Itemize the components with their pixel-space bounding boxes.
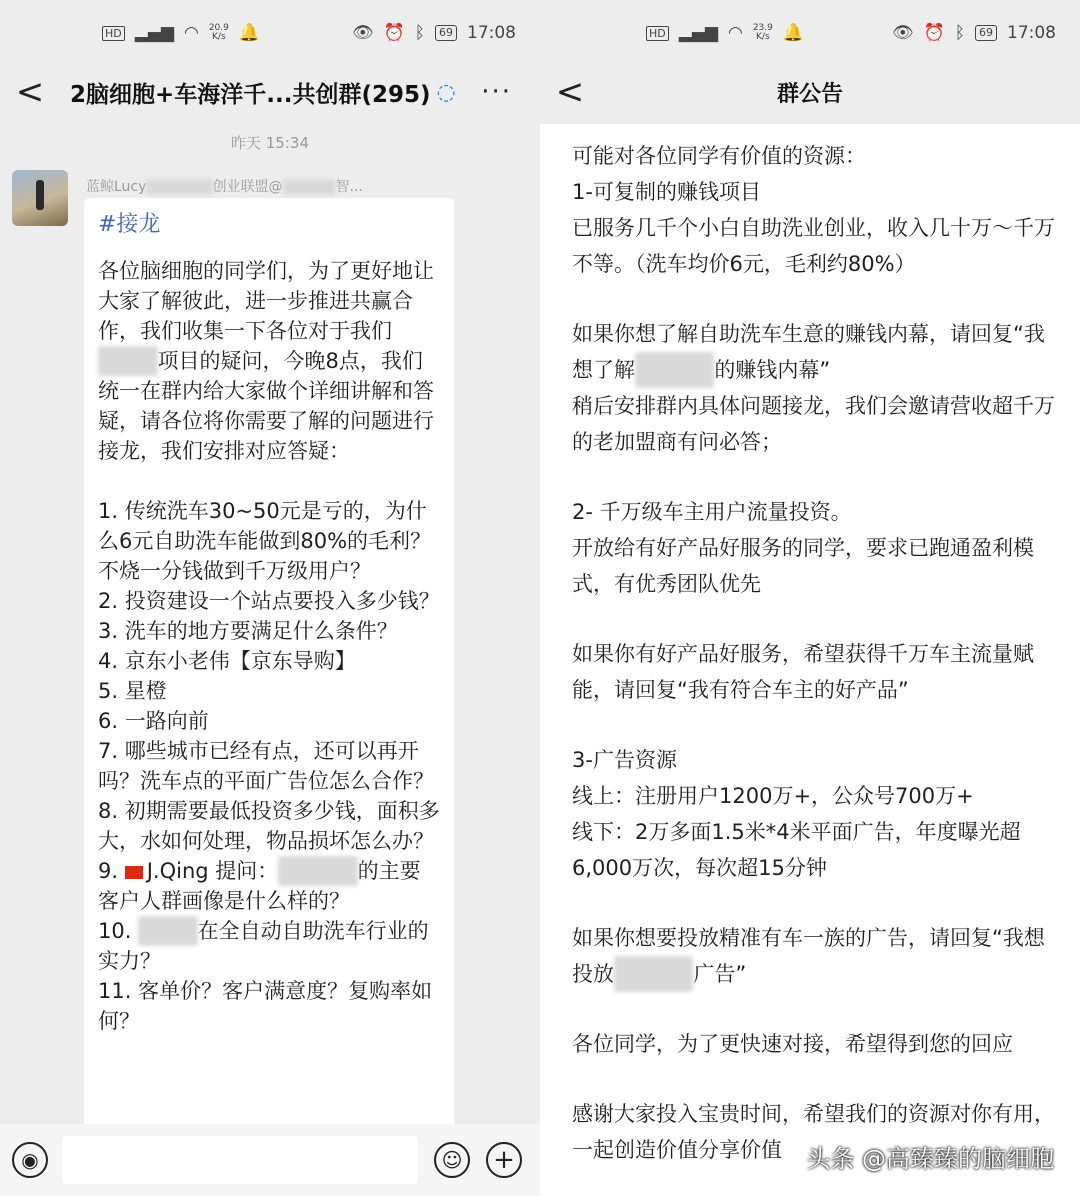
bluetooth-icon: ᛒ xyxy=(414,23,425,43)
group-badge-icon: ◌ xyxy=(436,79,456,105)
status-bar xyxy=(540,0,1080,66)
announcement-line: 1-可复制的赚钱项目 xyxy=(572,180,761,204)
list-item: 1. 传统洗车30~50元是亏的，为什么6元自助洗车能做到80%的毛利？不烧一分钱做到千万级用户？ xyxy=(98,499,432,583)
hashtag[interactable]: #接龙 xyxy=(98,212,161,237)
bell-icon: 🔔 xyxy=(238,23,261,43)
announcement-line: 线下：2万多面1.5米*4米平面广告，年度曝光超6,000万次，每次超15分钟 xyxy=(572,820,1021,880)
hd-icon: HD xyxy=(102,26,125,41)
battery-icon: 69 xyxy=(975,25,997,41)
chat-navbar xyxy=(0,66,540,118)
message-timestamp: 昨天 15:34 xyxy=(231,134,309,152)
announcement-line: 如果你有好产品好服务，希望获得千万车主流量赋能，请回复“我有符合车主的好产品” xyxy=(572,642,1034,702)
list-item: 5. 星橙 xyxy=(98,679,167,703)
intro-paragraph: 各位脑细胞的同学们，为了更好地让大家了解彼此，进一步推进共赢合作，我们收集一下各位对于我们项目的疑问，今晚8点，我们统一在群内给大家做个详细讲解和答疑，请各位将你需要了解的问题进行接龙，我们安排对应答疑： xyxy=(98,259,434,463)
avatar[interactable] xyxy=(12,170,68,226)
bell-icon: 🔔 xyxy=(782,23,805,43)
wifi-icon: ◠ xyxy=(183,23,199,43)
chat-title: 2脑细胞+车海洋千...共创群(295) xyxy=(70,81,431,108)
emoji-icon[interactable]: ☺ xyxy=(434,1142,470,1178)
announcement-line: 稍后安排群内具体问题接龙，我们会邀请营收超千万的老加盟商有问必答； xyxy=(572,394,1055,454)
signal-icon: ▂▄▆ xyxy=(134,23,174,43)
list-item: 7. 哪些城市已经有点，还可以再开吗？洗车点的平面广告位怎么合作？ xyxy=(98,739,434,793)
net-speed: 20.9 K/s xyxy=(208,23,229,42)
list-item: 3. 洗车的地方要满足什么条件？ xyxy=(98,619,398,643)
bluetooth-icon: ᛒ xyxy=(954,23,965,43)
announcement-line: 如果你想要投放精准有车一族的广告，请回复“我想投放 广告” xyxy=(572,920,1060,992)
battery-icon: 69 xyxy=(435,25,457,41)
clock: 17:08 xyxy=(467,23,516,43)
announcement-body xyxy=(540,124,1080,1196)
question-list xyxy=(98,496,440,1036)
list-item: 2. 投资建设一个站点要投入多少钱？ xyxy=(98,589,440,613)
list-item: 9. J.Qing 提问： 的主要客户人群画像是什么样的？ xyxy=(98,856,440,916)
list-item: 6. 一路向前 xyxy=(98,709,209,733)
chat-input-bar xyxy=(0,1124,540,1196)
page-title: 群公告 xyxy=(776,81,843,107)
eye-icon: 👁 xyxy=(892,23,914,43)
net-speed: 23.9 K/s xyxy=(752,23,773,42)
signal-icon: ▂▄▆ xyxy=(678,23,718,43)
plus-icon[interactable]: + xyxy=(486,1142,522,1178)
list-item: 4. 京东小老伟【京东导购】 xyxy=(98,649,356,673)
back-arrow-icon[interactable]: < xyxy=(15,72,45,112)
voice-icon[interactable]: ◉ xyxy=(12,1142,48,1178)
list-item: 10. 在全自动自助洗车行业的实力？ xyxy=(98,916,440,976)
wifi-icon: ◠ xyxy=(727,23,743,43)
announcement-line: 各位同学，为了更快速对接，希望得到您的回应 xyxy=(572,1032,1013,1056)
avatar-figure xyxy=(36,180,44,210)
watermark: 头条 @高臻臻的脑细胞 xyxy=(806,1145,1054,1173)
more-dots-icon[interactable]: ··· xyxy=(481,77,512,107)
list-item: 11. 客单价？客户满意度？复购率如何？ xyxy=(98,979,433,1033)
message-input[interactable] xyxy=(62,1136,418,1184)
announcement-screen xyxy=(540,0,1080,1196)
announcement-line: 开放给有好产品好服务的同学，要求已跑通盈利模式，有优秀团队优先 xyxy=(572,536,1034,596)
announcement-line: 已服务几千个小白自助洗业创业，收入几十万～千万不等。（洗车均价6元，毛利约80%） xyxy=(572,216,1055,276)
status-bar xyxy=(0,0,540,66)
announcement-line: 感谢大家投入宝贵时间，希望我们的资源对你有用，一起创造价值分享价值 xyxy=(572,1102,1055,1162)
message-bubble[interactable] xyxy=(84,198,454,1138)
back-arrow-icon[interactable]: < xyxy=(555,72,585,112)
announcement-navbar xyxy=(540,66,1080,118)
clock: 17:08 xyxy=(1007,23,1056,43)
china-flag-icon xyxy=(125,866,143,879)
announcement-line: 可能对各位同学有价值的资源： xyxy=(572,144,866,168)
sender-name: 蓝鲸Lucy 创业联盟@ 智... xyxy=(86,179,363,195)
alarm-icon: ⏰ xyxy=(383,23,405,43)
announcement-line: 线上：注册用户1200万+，公众号700万+ xyxy=(572,784,974,808)
alarm-icon: ⏰ xyxy=(923,23,945,43)
announcement-line: 如果你想了解自助洗车生意的赚钱内幕，请回复“我想了解 的赚钱内幕” xyxy=(572,316,1060,388)
eye-icon: 👁 xyxy=(352,23,374,43)
announcement-line: 2- 千万级车主用户流量投资。 xyxy=(572,500,852,524)
list-item: 8. 初期需要最低投资多少钱，面积多大，水如何处理，物品损坏怎么办？ xyxy=(98,799,440,853)
announcement-line: 3-广告资源 xyxy=(572,748,677,772)
hd-icon: HD xyxy=(646,26,669,41)
